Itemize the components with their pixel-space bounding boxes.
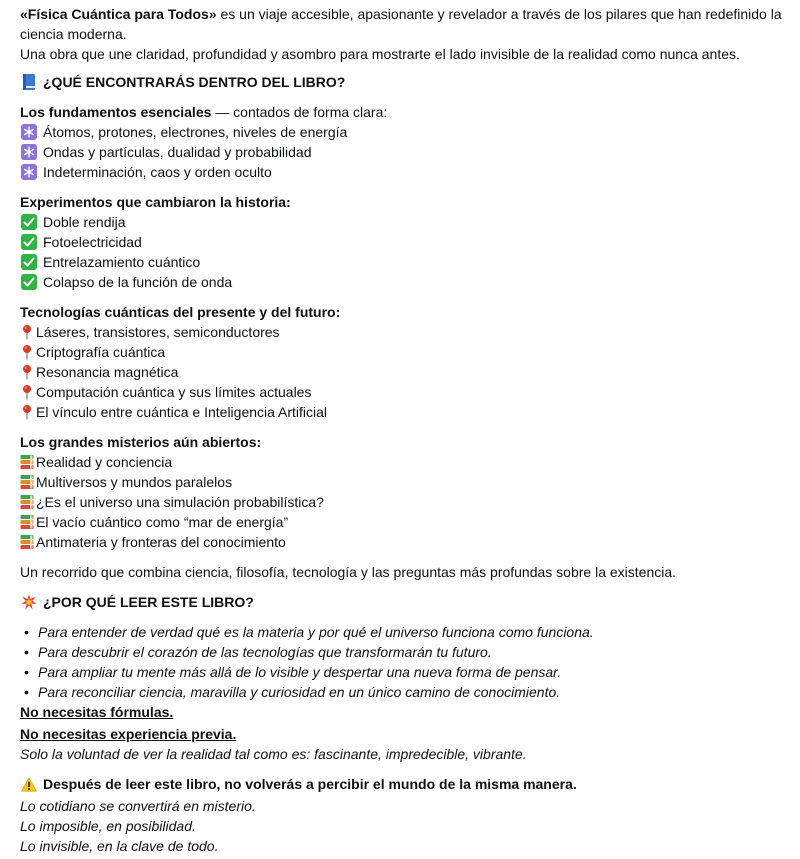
intro-paragraph <box>20 4 784 64</box>
list-item: • Para descubrir el corazón de las tecnologías que transformarán tu futuro. <box>38 642 784 662</box>
snowflake-icon <box>20 143 38 161</box>
list-item-text: Computación cuántica y sus límites actuales <box>36 384 312 400</box>
list-item <box>20 232 784 252</box>
list-item-text: Indeterminación, caos y orden oculto <box>43 164 272 180</box>
check-mark-icon <box>20 213 38 231</box>
list-item-text: Láseres, transistores, semiconductores <box>36 324 280 340</box>
pushpin-icon <box>20 363 34 381</box>
heading-after-reading <box>20 774 784 794</box>
list-item-text: Átomos, protones, electrones, niveles de energía <box>43 124 348 140</box>
section-title: Los fundamentos esenciales <box>20 104 212 120</box>
list-item <box>20 162 784 182</box>
heading-contents <box>20 72 784 92</box>
collision-icon <box>20 593 38 611</box>
no-experience-text: No necesitas experiencia previa. <box>20 726 237 742</box>
final-line: Lo imposible, en posibilidad. <box>20 818 196 834</box>
heading-why-read <box>20 592 784 612</box>
list-item <box>20 382 784 402</box>
list-item-text: Antimateria y fronteras del conocimiento <box>36 534 286 550</box>
list-item <box>20 342 784 362</box>
list-item-text: Colapso de la función de onda <box>43 274 233 290</box>
pushpin-icon <box>20 343 34 361</box>
list-item: • Para reconciliar ciencia, maravilla y curiosidad en un único camino de conocimiento. <box>38 682 784 702</box>
list-item: • Para entender de verdad qué es la materia y por qué el universo funciona como funciona. <box>38 622 784 642</box>
list-item: • Para ampliar tu mente más allá de lo visible y despertar una nueva forma de pensar. <box>38 662 784 682</box>
pushpin-icon <box>20 323 34 341</box>
section-title: Tecnologías cuánticas del presente y del futuro: <box>20 304 341 320</box>
list-item <box>20 362 784 382</box>
list-item <box>20 452 784 472</box>
warning-icon <box>20 775 38 793</box>
list-item-text: ¿Es el universo una simulación probabilística? <box>36 494 324 510</box>
list-item <box>20 532 784 552</box>
list-item <box>20 212 784 232</box>
list-item-text: Doble rendija <box>43 214 126 230</box>
list-item-text: Ondas y partículas, dualidad y probabilidad <box>43 144 312 160</box>
section-mysteries <box>20 432 784 552</box>
book-title: «Física Cuántica para Todos» <box>20 6 217 22</box>
list-item <box>20 472 784 492</box>
list-item <box>20 252 784 272</box>
section-fundamentals <box>20 102 784 182</box>
books-icon <box>20 533 34 551</box>
check-mark-icon <box>20 253 38 271</box>
section-title: Experimentos que cambiaron la historia: <box>20 194 291 210</box>
final-line: Lo invisible, en la clave de todo. <box>20 838 219 854</box>
snowflake-icon <box>20 163 38 181</box>
check-mark-icon <box>20 273 38 291</box>
section-experiments <box>20 192 784 292</box>
section-technologies <box>20 302 784 422</box>
final-line: Lo cotidiano se convertirá en misterio. <box>20 798 256 814</box>
reasons-list <box>20 622 784 702</box>
list-item-text: Realidad y conciencia <box>36 454 173 470</box>
blue-book-icon <box>20 73 38 91</box>
list-item <box>20 322 784 342</box>
no-formulas-text: No necesitas fórmulas. <box>20 704 174 720</box>
list-item <box>20 272 784 292</box>
pushpin-icon <box>20 403 34 421</box>
will-text: Solo la voluntad de ver la realidad tal como es: fascinante, impredecible, vibrante. <box>20 746 527 762</box>
list-item-text: Resonancia magnética <box>36 364 179 380</box>
list-item-text: Criptografía cuántica <box>36 344 166 360</box>
heading-contents-text: ¿QUÉ ENCONTRARÁS DENTRO DEL LIBRO? <box>43 74 346 90</box>
section-title: Los grandes misterios aún abiertos: <box>20 434 262 450</box>
books-icon <box>20 453 34 471</box>
list-item-text: Multiversos y mundos paralelos <box>36 474 233 490</box>
heading-why-read-text: ¿POR QUÉ LEER ESTE LIBRO? <box>43 594 254 610</box>
list-item-text: El vínculo entre cuántica e Inteligencia Artificial <box>36 404 328 420</box>
books-icon <box>20 493 34 511</box>
list-item <box>20 122 784 142</box>
snowflake-icon <box>20 123 38 141</box>
intro-text-2: Una obra que une claridad, profundidad y asombro para mostrarte el lado invisible de la realidad como nunca antes. <box>20 46 740 62</box>
intro-text-1: es un viaje accesible, apasionante y revelador a través de los pilares que han redefinido la ciencia moderna. <box>20 6 782 42</box>
closing-paragraph: Un recorrido que combina ciencia, filosofía, tecnología y las preguntas más profundas sobre la existencia. <box>20 564 677 580</box>
list-item <box>20 492 784 512</box>
list-item <box>20 512 784 532</box>
pushpin-icon <box>20 383 34 401</box>
section-title-suffix: — contados de forma clara: <box>211 104 388 120</box>
heading-after-reading-text: Después de leer este libro, no volverás a percibir el mundo de la misma manera. <box>43 776 577 792</box>
list-item-text: Fotoelectricidad <box>43 234 142 250</box>
list-item-text: El vacío cuántico como “mar de energía” <box>36 514 289 530</box>
books-icon <box>20 513 34 531</box>
list-item <box>20 142 784 162</box>
check-mark-icon <box>20 233 38 251</box>
list-item-text: Entrelazamiento cuántico <box>43 254 201 270</box>
books-icon <box>20 473 34 491</box>
list-item <box>20 402 784 422</box>
